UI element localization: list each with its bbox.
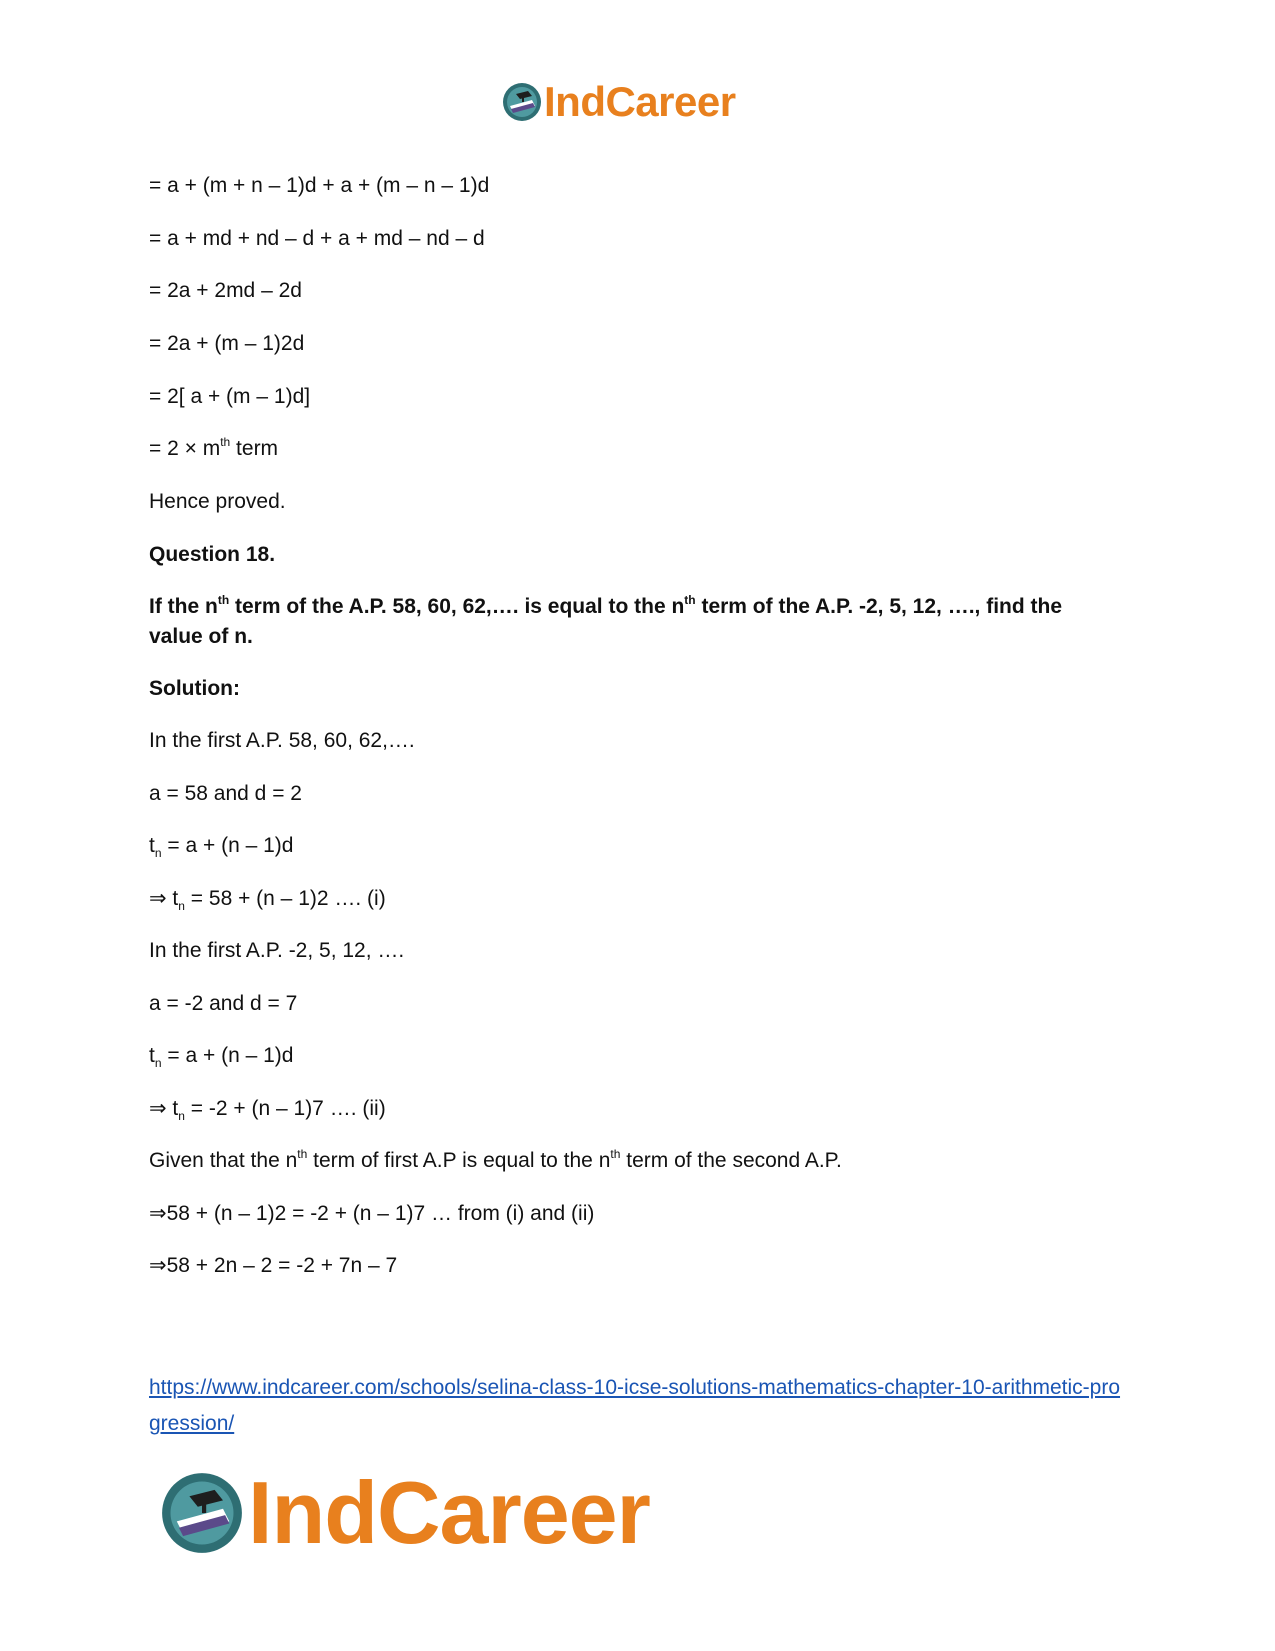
solution-line: ⇒58 + (n – 1)2 = -2 + (n – 1)7 … from (i) and (ii) — [149, 1202, 595, 1225]
text-span: term of the A.P. -2, 5, 12, …., find the value of n. — [149, 595, 1063, 648]
solution-line: a = -2 and d = 7 — [149, 992, 298, 1015]
header-logo — [502, 80, 736, 124]
subscript: n — [154, 1056, 162, 1070]
subscript: n — [178, 1109, 185, 1123]
text-span: Given that the n — [149, 1149, 298, 1172]
equation-line: = a + md + nd – d + a + md – nd – d — [149, 227, 485, 250]
text-span: t — [149, 834, 155, 857]
subscript: n — [154, 846, 162, 860]
equation-line: = 2[ a + (m – 1)d] — [149, 385, 311, 408]
text-span: t — [149, 1044, 155, 1067]
text-span: = 58 + (n – 1)2 …. (i) — [184, 887, 386, 910]
solution-line: a = 58 and d = 2 — [149, 782, 302, 805]
text-span: term — [230, 437, 279, 460]
text-span: = a + (n – 1)d — [161, 834, 294, 857]
equation-line: = a + (m + n – 1)d + a + (m – n – 1)d — [149, 174, 490, 197]
text-span: = a + (n – 1)d — [161, 1044, 294, 1067]
book-globe-icon — [160, 1471, 244, 1555]
superscript: th — [217, 593, 230, 607]
solution-line: ⇒58 + 2n – 2 = -2 + 7n – 7 — [149, 1254, 398, 1277]
equation-line: = 2a + 2md – 2d — [149, 279, 302, 302]
solution-line — [149, 1147, 842, 1175]
equation-line — [149, 435, 278, 463]
brand-name: IndCareer — [248, 1463, 650, 1562]
conclusion-text: Hence proved. — [149, 490, 286, 513]
solution-line: In the first A.P. 58, 60, 62,…. — [149, 729, 415, 752]
question-text — [149, 592, 1109, 652]
text-span: = 2 × m — [149, 437, 221, 460]
superscript: th — [297, 1147, 308, 1161]
superscript: th — [684, 593, 696, 607]
text-span: ⇒ t — [149, 887, 179, 910]
book-globe-icon — [502, 82, 542, 122]
solution-line — [149, 885, 386, 913]
brand-name: IndCareer — [544, 78, 736, 125]
subscript: n — [178, 899, 185, 913]
text-span: term of the A.P. 58, 60, 62,…. is equal to the n — [229, 595, 685, 618]
solution-line: In the first A.P. -2, 5, 12, …. — [149, 939, 405, 962]
superscript: th — [220, 435, 231, 449]
text-span: ⇒ t — [149, 1097, 179, 1120]
solution-heading: Solution: — [149, 677, 240, 700]
superscript: th — [610, 1147, 621, 1161]
source-link[interactable]: https://www.indcareer.com/schools/selina-class-10-icse-solutions-mathematics-chapter-10-arithmetic-progression/ — [149, 1376, 1121, 1435]
solution-line — [149, 1095, 386, 1123]
text-span: term of the second A.P. — [620, 1149, 842, 1172]
equation-line: = 2a + (m – 1)2d — [149, 332, 305, 355]
footer-logo — [160, 1463, 650, 1562]
solution-line — [149, 1042, 293, 1070]
text-span: = -2 + (n – 1)7 …. (ii) — [184, 1097, 386, 1120]
text-span: If the n — [149, 595, 218, 618]
text-span: term of first A.P is equal to the n — [307, 1149, 611, 1172]
solution-line — [149, 832, 293, 860]
question-heading: Question 18. — [149, 543, 276, 566]
